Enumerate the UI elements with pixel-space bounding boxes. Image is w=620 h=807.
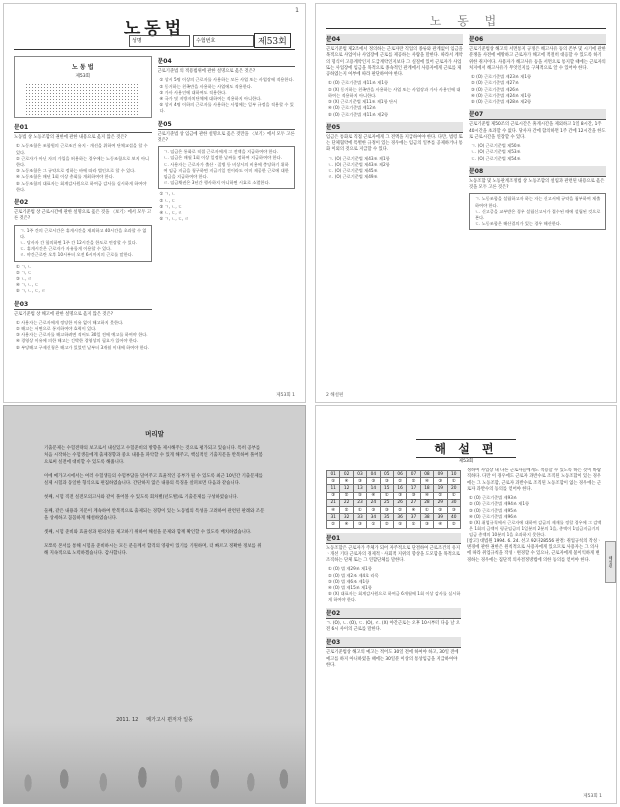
question-number-cell: 14 <box>367 485 380 492</box>
answer-cell: ④ <box>340 478 353 485</box>
page-title: 노동법 <box>123 19 186 39</box>
explanation-item: ⑤ (X) 대표자는 회계감사원으로 하여금 6개월에 1회 이상 감사를 실시하게 하여야 한다. <box>328 591 461 603</box>
subject-box <box>14 56 152 118</box>
question-number-cell: 12 <box>340 485 353 492</box>
question-number-cell: 38 <box>420 514 433 521</box>
explanation-item: ② (X) 동거하는 친족만을 사용하는 사업 또는 사업장과 가사 사용인에 대하여는 적용하지 아니한다. <box>328 86 461 98</box>
explanation-item: ④ (O) 법 제15조 제1항 <box>328 585 372 590</box>
crowd-silhouette-illustration <box>4 723 305 803</box>
question-number-cell: 32 <box>340 514 353 521</box>
explanation-item: ② (O) 근로기준법 제94조 제1항 <box>469 501 530 507</box>
answer-option: ② 동거하는 친족만을 사용하는 사업에도 적용한다. <box>159 83 253 89</box>
question-number-cell: 34 <box>367 514 380 521</box>
preface-paragraph: 둘째, 같은 내용과 지문이 계속하여 반복적으로 출제되는 경향이 있는 노동법의 특성을 고려하여 관련된 판례와 조문을 상세하고 꼼꼼하게 해설하였습니다. <box>44 509 265 521</box>
answer-cell: ④ <box>420 478 433 485</box>
question-label: 문06 <box>469 34 606 45</box>
explanation-item: ㄷ. (O) 근로기준법 제45조 <box>328 168 378 173</box>
answer-cell: ③ <box>420 521 433 528</box>
question-number-cell: 36 <box>393 514 406 521</box>
question-label: 문04 <box>326 34 463 45</box>
answer-key-row <box>327 485 461 492</box>
explanation-item: ⑤ (X) 취업규칙에서 근로자에 대하여 감급의 제재를 정할 경우에 그 감액은 1회의 금액이 평균임금의 1일분의 2분의 1을, 총액이 1임금지급기의 임금 총액의 10분의 1을 초과하지 못한다. <box>469 520 602 538</box>
explanation-item: ㄷ. (O) 근로기준법 제54조 <box>471 155 521 161</box>
answer-option: ④ ㄱ, ㄴ, ㄷ <box>16 282 39 288</box>
preface-paragraph: 첫째, 시험 직전 실전모의고사와 같이 풀어볼 수 있도록 회차별(년도별)로 기출문제를 구성하였습니다. <box>44 495 239 500</box>
name-field[interactable]: 성명 <box>129 35 190 47</box>
answer-option: ⑤ ㄱ, ㄴ, ㄷ, ㄹ <box>16 288 46 294</box>
answer-key-row <box>327 514 461 521</box>
explanation-item: ③ (O) 근로기준법 제26조 <box>471 86 519 92</box>
question-number-cell: 18 <box>420 485 433 492</box>
answer-cell: ② <box>407 478 420 485</box>
preface-paragraph: 이에 메가고시에서는 여러 수험생들의 수험부담을 덜어주고 효율적인 공부가 될 수 있도록 최근 10년간 기출문제를 실제 시험과 동일한 형식으로 편집하였습니다. 간단하지 않은 내용의 특징을 살펴보면 다음과 같습니다. <box>44 474 263 486</box>
question-number-cell: 05 <box>380 471 393 478</box>
question-number-cell: 01 <box>327 471 340 478</box>
question-label: 문05 <box>158 119 296 130</box>
session-badge: 제53회 <box>254 33 291 48</box>
answer-cell: ③ <box>407 492 420 499</box>
condition-item: ㄱ. 노동조합을 설립하고자 하는 자는 신고서에 규약을 첨부하여 제출하여야 한다. <box>475 196 601 208</box>
question-text: 정하여 사업장 내 다른 근로자들에게도 적용할 수 있도록 하는 것이 바람직하다. 다만 이 경우에도 근로자 과반수로 조직된 노동조합이 있는 경우에는 그 노동조합, 근로자 과반수로 조직된 노동조합이 없는 경우에는 근로자 과반수의 동의를 얻어야 한다. <box>467 468 602 492</box>
exam-page-1 <box>3 3 306 403</box>
answer-cell: ① <box>447 492 460 499</box>
answer-cell: ① <box>367 521 380 528</box>
answer-cell: ② <box>327 521 340 528</box>
answer-option: ⑤ 노동조합의 대표자는 회계감사원으로 하여금 감사를 실시하게 하여야 한다. <box>16 180 147 192</box>
question-column-right <box>158 52 296 386</box>
answer-cell: ⑤ <box>327 478 340 485</box>
question-text: 근로기준법 제50조의 근로시간은 휴게시간을 제외하고 1일 8시간, 1주 40시간을 초과할 수 없다. 당사자 간에 합의하면 1주 간에 12시간을 한도로 근로시간을 연장할 수 있다. <box>469 122 606 140</box>
question-number-cell: 26 <box>393 499 406 506</box>
question-label: 문02 <box>326 608 461 619</box>
question-columns <box>14 52 295 386</box>
condition-item: ㄹ. 임금채권은 3년간 행사하지 아니하면 시효로 소멸한다. <box>163 180 270 186</box>
question-number-cell: 40 <box>447 514 460 521</box>
commentary-column-left <box>326 30 463 386</box>
page-number: 1 <box>295 7 299 14</box>
explanation-item: ① (O) 근로기준법 제23조 제1항 <box>471 74 532 80</box>
question-number-cell: 10 <box>447 471 460 478</box>
answer-option: ② ㄴ, ㄷ <box>159 197 176 203</box>
answer-page <box>315 405 617 804</box>
question-text: 근로기준법 상 근로시간에 관한 설명으로 옳은 것을 〈보기〉에서 모두 고른 것은? <box>14 209 152 222</box>
question-text: [참고] 대법원 1994. 6. 24. 선고 92다28556 판결: 취업규칙의 작성ㆍ변경에 관한 권한은 원칙적으로 사용자에게 있으므로 사용자는 그 의사에 따라 취업규칙을 작성ㆍ변경할 수 있으나, 근로자에게 불이익하게 변경하는 경우에는 집단적 의사결정방법에 의한 동의를 얻어야 한다. <box>467 538 602 563</box>
question-number-cell: 29 <box>434 499 447 506</box>
answer-option: ② 해고는 서면으로 통지하여야 효력이 있다. <box>16 326 97 332</box>
answer-key-row <box>327 478 461 485</box>
question-number-cell: 20 <box>447 485 460 492</box>
question-number-cell: 33 <box>353 514 366 521</box>
answer-cell: ⑤ <box>434 506 447 513</box>
answer-cell: ⑤ <box>367 478 380 485</box>
preface-date: 2011. 12 <box>116 717 139 723</box>
answer-cell: ② <box>340 492 353 499</box>
answer-cell: ⑤ <box>353 492 366 499</box>
dotted-pattern <box>25 83 140 117</box>
question-label: 문05 <box>326 122 463 133</box>
question-label: 문01 <box>326 533 461 544</box>
question-number-cell: 19 <box>434 485 447 492</box>
question-number-cell: 02 <box>340 471 353 478</box>
question-number-cell: 37 <box>407 514 420 521</box>
explanation-item: ② (O) 근로기준법 제27조 <box>471 80 519 86</box>
question-text: 근로기준법상 해고의 예고는 적어도 30일 전에 하여야 하고, 30일 전에 예고를 하지 아니하였을 때에는 30일분 이상의 통상임금을 지급하여야 한다. <box>326 650 459 668</box>
answer-option: ① 노동조합은 조합원의 근로조건 유지ㆍ개선을 위하여 단체교섭을 할 수 있다. <box>16 143 148 155</box>
answer-cell: ③ <box>380 506 393 513</box>
answer-cell: ① <box>407 521 420 528</box>
question-text: 노동조합 및 노동관계조정법 상 노동조합의 설립과 관련된 내용으로 옳은 것을 모두 고른 것은? <box>469 178 605 190</box>
question-number-cell: 07 <box>407 471 420 478</box>
exam-number-field[interactable]: 수험번호 <box>193 35 254 47</box>
preface-paragraph: 모쪼록 본서를 통해 시험을 준비하시는 모든 분들께서 합격의 영광이 있기를 기원하며, 더 빠르고 정확한 정보를 위해 지속적으로 노력하겠습니다. 감사합니다. <box>44 544 262 556</box>
explanation-item: ③ (O) 법 제6조 제1항 <box>328 578 370 584</box>
answer-cell: ② <box>393 478 406 485</box>
explanation-item: ④ (O) 근로기준법 제24조 제1항 <box>471 92 532 98</box>
condition-item: ㄷ. 노동조합은 해산결의가 있는 경우 해산한다. <box>475 221 562 227</box>
answer-option: ④ 경영상 이유에 의한 해고는 긴박한 경영상의 필요가 있어야 한다. <box>16 338 139 344</box>
question-condition-box <box>469 193 606 230</box>
answer-cell: ② <box>447 521 460 528</box>
condition-item: ㄱ. 1주 간의 근로시간은 휴게시간을 제외하고 40시간을 초과할 수 없다. <box>20 227 147 239</box>
explanation-item: ⑤ (O) 근로기준법 제28조 제2항 <box>471 99 532 104</box>
answer-cell: ③ <box>353 521 366 528</box>
answer-cell: ① <box>420 506 433 513</box>
commentary-column-right <box>469 30 606 386</box>
answer-cell: ③ <box>380 478 393 485</box>
question-number-cell: 28 <box>420 499 433 506</box>
explanation-item: ㄱ. (O) 근로기준법 제50조 <box>471 143 521 149</box>
question-text: 임금은 통화로 직접 근로자에게 그 전액을 지급하여야 한다. 다만, 법령 또는 단체협약에 특별한 규정이 있는 경우에는 임금의 일부를 공제하거나 통화 이외의 것으로 지급할 수 있다. <box>326 134 463 153</box>
question-label: 문03 <box>14 299 152 310</box>
answer-cell: ② <box>380 521 393 528</box>
answer-cell: ④ <box>327 506 340 513</box>
answer-option: ③ 노동조합은 그 규약으로 정하는 바에 따라 법인으로 할 수 있다. <box>16 168 136 174</box>
answer-option: ① 상시 5명 이상의 근로자를 사용하는 모든 사업 또는 사업장에 적용한다. <box>159 77 294 83</box>
preface-heading: 머리말 <box>145 430 164 438</box>
question-text: 근로기준법 상 해고에 관한 설명으로 옳지 않은 것은? <box>14 311 114 317</box>
explanation-item: ③ (X) 근로기준법 제11조 제1항 단서 <box>328 99 398 105</box>
question-label: 문04 <box>158 56 296 67</box>
answer-option: ③ 사용자는 근로자를 해고하려면 적어도 30일 전에 예고를 하여야 한다. <box>16 332 148 338</box>
answer-cell: ② <box>434 492 447 499</box>
answer-option: ① 사용자는 근로자에게 정당한 이유 없이 해고하지 못한다. <box>16 319 124 325</box>
section-side-tab[interactable]: 해설편 <box>605 541 616 583</box>
answer-cell: ③ <box>353 478 366 485</box>
question-number-cell: 13 <box>353 485 366 492</box>
condition-item: ㄴ. 당사자 간 합의하면 1주 간 12시간을 한도로 연장할 수 있다. <box>20 239 138 245</box>
answer-option: ④ 노동조합은 매년 1회 이상 총회를 개최하여야 한다. <box>16 174 114 180</box>
question-column-left <box>14 52 152 386</box>
question-condition-box <box>14 225 152 262</box>
condition-item: ㄱ. 임금은 통화로 직접 근로자에게 그 전액을 지급하여야 한다. <box>163 149 278 155</box>
answer-option: ③ ㄴ, ㄹ <box>16 275 32 281</box>
answer-option: ① ㄱ, ㄴ <box>16 263 32 269</box>
question-number-cell: 11 <box>327 485 340 492</box>
header-divider <box>326 28 606 29</box>
preface-paragraphs <box>44 445 265 557</box>
answer-cell: ④ <box>434 521 447 528</box>
answer-cell: ① <box>447 478 460 485</box>
answer-cell: ① <box>353 506 366 513</box>
answer-key-table <box>326 470 461 529</box>
answer-cell: ② <box>340 506 353 513</box>
answer-section-title: 해 설 편 <box>416 439 516 458</box>
answer-option: ③ 가사 사용인에 대하여도 적용한다. <box>159 89 227 95</box>
answer-cell: ④ <box>420 492 433 499</box>
question-text: 근로기준법 상 임금에 관한 설명으로 옳은 것만을 〈보기〉에서 모두 고른 것은? <box>157 131 295 143</box>
answer-cell: ⑤ <box>393 521 406 528</box>
answer-option: ② ㄱ, ㄷ <box>16 269 32 275</box>
preface-body <box>44 430 265 564</box>
condition-item: ㄴ. 신고증을 교부받은 경우 설립신고서가 접수된 때에 설립된 것으로 본다. <box>475 208 601 220</box>
question-number-cell: 09 <box>434 471 447 478</box>
question-number-cell: 35 <box>380 514 393 521</box>
question-text: 근로기준법 제2조에서 정의하는 근로자란 직업의 종류와 관계없이 임금을 목적으로 사업이나 사업장에 근로를 제공하는 사람을 말한다. 따라서 계약의 형식이 고용계약인지 도급계약인지보다 그 실질에 있어 근로자가 사업 또는 사업장에 임금을 목적으로 종속적인 관계에서 사용자에게 근로를 제공하였는지 여부에 따라 판단하여야 한다. <box>326 47 463 78</box>
condition-item: ㄷ. 휴게시간은 근로자가 자유롭게 이용할 수 있다. <box>20 246 112 252</box>
explanation-item: ㄹ. (O) 근로기준법 제49조 <box>328 174 378 180</box>
explanation-item: ④ (O) 근로기준법 제96조 <box>469 513 517 519</box>
preface-paragraph: 기출문제는 수험전략의 보고로서 내실있고 수험준비의 방향을 제시해주는 것으로 평가되고 있습니다. 특히 공부를 처음 시작하는 수험생들에게 출제경향과 중요 내용을 파악할 수 있게 해주고, 핵심적인 기출지문을 반복하여 풀어봄으로써 실전에 대비할 수 있도록 해줍니다. <box>44 446 263 465</box>
question-text: 근로기준법상 해고의 서면통지 규정은 해고사유 등의 존부 및 시기에 관한 분쟁을 사전에 예방하고 근로자가 해고에 적절히 대응할 수 있도록 하기 위한 취지이다. 사용자가 해고사유 등을 서면으로 통지할 때에는 근로자의 처지에서 해고사유가 무엇인지를 구체적으로 알 수 있어야 한다. <box>469 47 606 71</box>
explanation-item: ㄴ. (O) 근로기준법 제53조 <box>471 149 521 155</box>
answer-cell: ① <box>380 492 393 499</box>
answer-cell: ⑤ <box>367 506 380 513</box>
answer-cell: ③ <box>393 492 406 499</box>
explanation-item: ㄱ. (O) 근로기준법 제43조 제1항 <box>328 155 390 161</box>
answer-option: ③ ㄱ, ㄴ, ㄷ <box>159 203 183 209</box>
question-number-cell: 06 <box>393 471 406 478</box>
commentary-columns <box>326 30 606 386</box>
answer-option: ④ 국가 및 지방자치단체에 대하여는 적용하지 아니한다. <box>159 95 262 101</box>
question-number-cell: 04 <box>367 471 380 478</box>
question-label: 문08 <box>469 166 606 177</box>
answer-columns <box>326 468 602 787</box>
question-text: 근로기준법 의 적용범위에 관한 설명으로 옳은 것은? <box>157 69 256 74</box>
page-footer: 제53회 1 <box>276 393 295 398</box>
page-footer: 2 해설편 <box>326 393 344 398</box>
subject-subtitle: 제53회 <box>75 74 90 79</box>
explanation-item: ③ (O) 근로기준법 제95조 <box>469 507 517 513</box>
preface-signature-line <box>4 716 305 723</box>
question-number-cell: 17 <box>407 485 420 492</box>
explanation-item: ⑤ (O) 근로기준법 제11조 제2항 <box>328 111 389 117</box>
condition-item: ㄴ. 임금은 매월 1회 이상 일정한 날짜를 정하여 지급하여야 한다. <box>163 155 282 161</box>
explanation-item: ④ (O) 근로기준법 제12조 <box>328 105 376 111</box>
question-number-cell: 39 <box>434 514 447 521</box>
answer-cell: ② <box>393 506 406 513</box>
question-label: 문02 <box>14 197 152 208</box>
answer-key-row <box>327 521 461 528</box>
answer-cell: ④ <box>407 506 420 513</box>
answer-key-row <box>327 506 461 513</box>
question-number-cell: 27 <box>407 499 420 506</box>
question-number-cell: 30 <box>447 499 460 506</box>
page-footer: 제53회 1 <box>583 794 602 799</box>
answer-cell: ④ <box>340 521 353 528</box>
explanation-item: ② (O) 법 제2조 제4호 라목 <box>328 572 379 578</box>
question-number-cell: 25 <box>380 499 393 506</box>
question-condition-box <box>158 146 296 189</box>
header-divider <box>14 49 295 50</box>
answer-key-row <box>327 471 461 478</box>
answer-cell: ③ <box>447 506 460 513</box>
question-number-cell: 24 <box>367 499 380 506</box>
question-label: 문01 <box>14 122 152 133</box>
exam-page-2 <box>315 3 617 403</box>
question-number-cell: 21 <box>327 499 340 506</box>
explanation-item: ① (O) 근로기준법 제11조 제1항 <box>328 80 389 86</box>
question-text: ㄱ. (O), ㄴ. (O), ㄷ. (O), ㄹ. (X) 야간근로는 오후 10시부터 다음 날 오전 6시 사이의 근로를 말한다. <box>326 620 460 632</box>
answer-key-row <box>327 499 461 506</box>
question-number-cell: 08 <box>420 471 433 478</box>
question-number-cell: 31 <box>327 514 340 521</box>
preface-paragraph: 셋째, 시험 준비와 효율성과 편의성을 제고하기 위하여 해설을 문제와 함께 확인할 수 있도록 배치하였습니다. <box>44 530 252 535</box>
answer-option: ④ ㄴ, ㄷ, ㄹ <box>159 209 183 215</box>
question-number-cell: 23 <box>353 499 366 506</box>
explanation-item: ㄴ. (O) 근로기준법 제43조 제2항 <box>328 161 390 167</box>
question-number-cell: 22 <box>340 499 353 506</box>
answer-section-subtitle: 제53회 <box>458 459 474 464</box>
question-text: 노동조합은 근로자가 주체가 되어 자주적으로 단결하여 근로조건의 유지ㆍ개선 기타 근로자의 경제적ㆍ사회적 지위의 향상을 도모함을 목적으로 조직하는 단체 또는 그 연합단체를 말한다. <box>326 545 461 564</box>
answer-option: ⑤ 부당해고 구제신청은 해고가 있었던 날부터 3개월 이내에 하여야 한다. <box>16 344 149 350</box>
condition-item: ㄹ. 야간근로란 오후 10시부터 오전 6시까지의 근로를 말한다. <box>20 252 134 258</box>
question-number-cell: 16 <box>393 485 406 492</box>
preface-signature: 메가고시 편저자 일동 <box>146 717 193 723</box>
answer-option: ⑤ ㄱ, ㄴ, ㄷ, ㄹ <box>159 216 189 222</box>
preface-page <box>3 405 306 804</box>
subject-title: 노 동 법 <box>71 64 94 71</box>
answer-column-right <box>467 468 602 787</box>
answer-option: ② 근로자가 아닌 자의 가입을 허용하는 경우에는 노동조합으로 보지 아니한다. <box>16 155 150 167</box>
answer-option: ⑤ 상시 4명 이하의 근로자를 사용하는 사업에는 일부 규정을 적용할 수 있다. <box>159 102 294 114</box>
answer-cell: ③ <box>327 492 340 499</box>
explanation-item: ① (O) 근로기준법 제93조 <box>469 495 517 501</box>
answer-option: ① ㄱ, ㄴ <box>159 191 176 197</box>
page-title: 노 동 법 <box>429 14 503 28</box>
answer-key-row <box>327 492 461 499</box>
candidate-info <box>129 35 254 47</box>
condition-item: ㄷ. 사용자는 근로자가 출산ㆍ질병 등 비상시의 비용에 충당하기 위하여 임금 지급을 청구하면 지급기일 전이라도 이미 제공한 근로에 대한 임금을 지급하여야 한다. <box>163 161 289 179</box>
question-label: 문07 <box>469 109 606 120</box>
answer-cell: ④ <box>367 492 380 499</box>
question-label: 문03 <box>326 637 461 648</box>
question-text: 노동법 상 노동조합의 권한에 관한 내용으로 옳지 않은 것은? <box>14 135 127 140</box>
question-number-cell: 15 <box>380 485 393 492</box>
explanation-item: ① (O) 법 제29조 제1항 <box>328 566 372 572</box>
question-number-cell: 03 <box>353 471 366 478</box>
answer-column-left <box>326 468 461 787</box>
answer-cell: ③ <box>434 478 447 485</box>
